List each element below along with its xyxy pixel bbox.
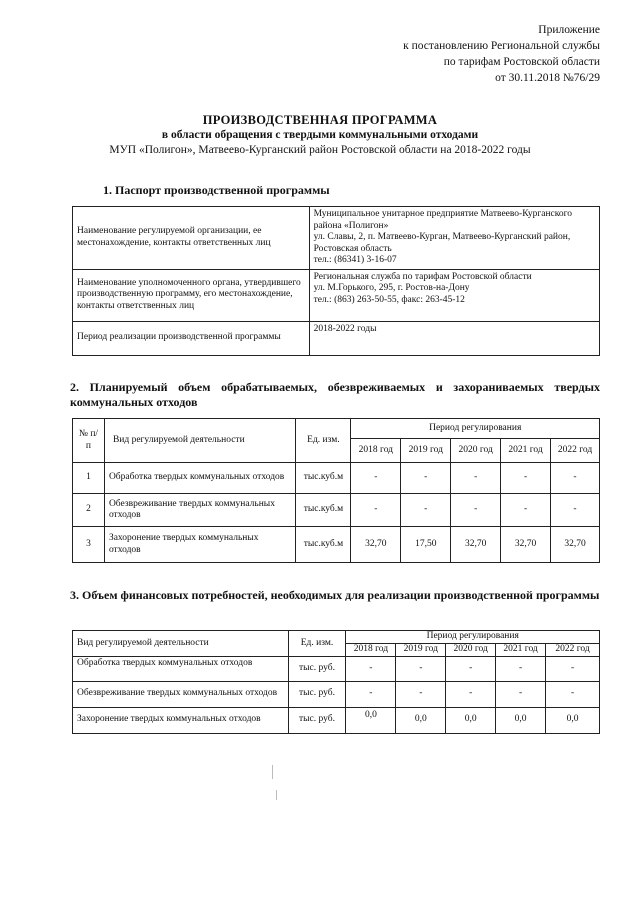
table-row xyxy=(73,656,600,681)
passport-value-line: ул. М.Горького, 295, г. Ростов-на-Дону xyxy=(313,283,470,293)
row-value: 17,50 xyxy=(401,527,451,563)
row-value: - xyxy=(396,681,446,707)
row-value: - xyxy=(346,656,396,681)
row-value: - xyxy=(351,463,401,494)
row-unit: тыс.куб.м xyxy=(296,463,351,494)
annex-line: Приложение xyxy=(538,24,600,36)
section2-heading: 2. Планируемый объем обрабатываемых, обезвреживаемых и захораниваемых твердых коммунальных отходов xyxy=(70,380,600,409)
row-value: 0,0 xyxy=(546,707,600,733)
row-activity: Обезвреживание твердых коммунальных отходов xyxy=(104,494,296,527)
column-header-period: Период регулирования xyxy=(346,631,600,644)
row-value: - xyxy=(546,681,600,707)
annex-date: от 30.11.2018 №76/29 xyxy=(495,72,600,84)
column-header-unit: Ед. изм. xyxy=(296,419,351,463)
row-activity: Обезвреживание твердых коммунальных отходов xyxy=(73,681,289,707)
column-header-year: 2022 год xyxy=(546,643,600,656)
scan-mark xyxy=(276,790,277,800)
passport-value-line: Муниципальное унитарное предприятие Матвеево-Курганского района «Полигон» xyxy=(313,209,573,231)
table-row xyxy=(73,463,600,494)
row-number: 3 xyxy=(73,527,105,563)
row-value: - xyxy=(496,656,546,681)
row-value: 32,70 xyxy=(451,527,501,563)
annex-line: по тарифам Ростовской области xyxy=(443,56,600,68)
table-header-row xyxy=(73,631,600,644)
row-value: - xyxy=(401,463,451,494)
column-header-year: 2019 год xyxy=(396,643,446,656)
column-header-activity: Вид регулируемой деятельности xyxy=(73,631,289,657)
row-activity: Захоронение твердых коммунальных отходов xyxy=(73,707,289,733)
column-header-year: 2019 год xyxy=(401,439,451,463)
column-header-period: Период регулирования xyxy=(351,419,600,439)
column-header-year: 2021 год xyxy=(496,643,546,656)
document-title: ПРОИЗВОДСТВЕННАЯ ПРОГРАММА xyxy=(202,113,438,127)
passport-label: Наименование уполномоченного органа, утвердившего производственную программу, его местонахождение, контакты ответственных лиц xyxy=(73,269,310,321)
table-row xyxy=(73,269,600,321)
annex-line: к постановлению Региональной службы xyxy=(403,40,600,52)
row-activity: Обработка твердых коммунальных отходов xyxy=(104,463,296,494)
column-header-year: 2018 год xyxy=(346,643,396,656)
column-header-year: 2018 год xyxy=(351,439,401,463)
column-header-year: 2020 год xyxy=(446,643,496,656)
finance-table xyxy=(72,630,600,734)
table-row xyxy=(73,321,600,355)
row-value: 0,0 xyxy=(496,707,546,733)
row-unit: тыс. руб. xyxy=(288,707,346,733)
passport-value xyxy=(309,269,599,321)
table-row xyxy=(73,527,600,563)
document-organization: МУП «Полигон», Матвеево-Курганский район Ростовской области на 2018-2022 годы xyxy=(109,144,531,156)
section1-heading: 1. Паспорт производственной программы xyxy=(103,183,330,197)
column-header-activity: Вид регулируемой деятельности xyxy=(104,419,296,463)
passport-label: Наименование регулируемой организации, ее местонахождение, контакты ответственных лиц xyxy=(73,207,310,270)
row-unit: тыс.куб.м xyxy=(296,527,351,563)
column-header-unit: Ед. изм. xyxy=(288,631,346,657)
table-row xyxy=(73,494,600,527)
column-header-number: № п/п xyxy=(73,419,105,463)
row-value: 0,0 xyxy=(446,707,496,733)
passport-label: Период реализации производственной программы xyxy=(73,321,310,355)
row-unit: тыс. руб. xyxy=(288,656,346,681)
table-row xyxy=(73,207,600,270)
row-value: - xyxy=(396,656,446,681)
passport-value-line: Региональная служба по тарифам Ростовской области xyxy=(313,271,532,282)
column-header-year: 2022 год xyxy=(551,439,600,463)
row-value: - xyxy=(551,463,600,494)
row-value: 0,0 xyxy=(346,707,396,733)
row-value: - xyxy=(451,494,501,527)
row-unit: тыс. руб. xyxy=(288,681,346,707)
passport-value-line: тел.: (863) 263-50-55, факс: 263-45-12 xyxy=(313,294,465,305)
row-value: - xyxy=(496,681,546,707)
passport-value-line: тел.: (86341) 3-16-07 xyxy=(313,255,397,265)
row-number: 1 xyxy=(73,463,105,494)
row-value: - xyxy=(451,463,501,494)
column-header-year: 2021 год xyxy=(501,439,551,463)
row-value: - xyxy=(446,656,496,681)
row-activity: Захоронение твердых коммунальных отходов xyxy=(104,527,296,563)
passport-value-line: 2018-2022 годы xyxy=(313,323,377,334)
row-value: - xyxy=(446,681,496,707)
row-unit: тыс.куб.м xyxy=(296,494,351,527)
row-value: 32,70 xyxy=(551,527,600,563)
table-row xyxy=(73,707,600,733)
row-number: 2 xyxy=(73,494,105,527)
table-row xyxy=(73,681,600,707)
row-value: - xyxy=(351,494,401,527)
passport-table xyxy=(72,206,600,356)
document-title-block xyxy=(40,113,600,158)
passport-value-line: ул. Славы, 2, п. Матвеево-Курган, Матвеево-Курганский район, Ростовская область xyxy=(313,232,571,254)
document-subtitle: в области обращения с твердыми коммунальными отходами xyxy=(161,129,479,141)
annex-block xyxy=(280,22,600,86)
column-header-year: 2020 год xyxy=(451,439,501,463)
row-value: 32,70 xyxy=(501,527,551,563)
row-value: - xyxy=(401,494,451,527)
section3-heading: 3. Объем финансовых потребностей, необходимых для реализации производственной программы xyxy=(70,588,600,602)
passport-value xyxy=(309,207,599,270)
row-value: - xyxy=(551,494,600,527)
volume-table xyxy=(72,418,600,563)
row-value: - xyxy=(346,681,396,707)
passport-value xyxy=(309,321,599,355)
row-value: - xyxy=(546,656,600,681)
row-value: 0,0 xyxy=(396,707,446,733)
row-activity: Обработка твердых коммунальных отходов xyxy=(73,656,289,681)
scan-mark xyxy=(272,765,273,779)
row-value: - xyxy=(501,463,551,494)
row-value: 32,70 xyxy=(351,527,401,563)
row-value: - xyxy=(501,494,551,527)
table-header-row xyxy=(73,419,600,439)
